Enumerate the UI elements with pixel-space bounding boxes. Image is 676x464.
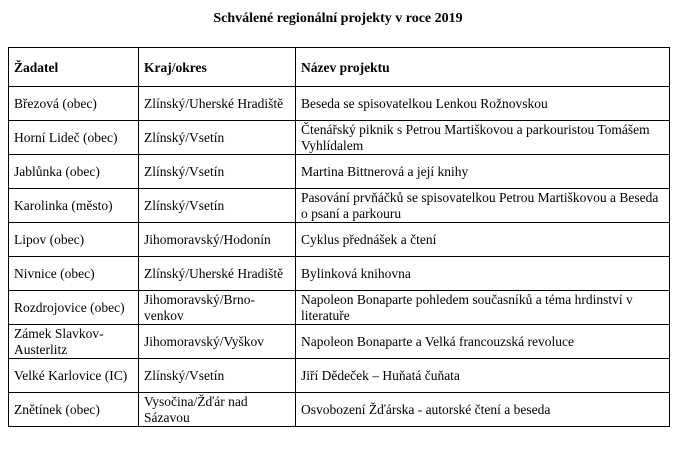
cell-project-name: Pasování prvňáčků se spisovatelkou Petrou Martiškovou a Beseda o psaní a parkouru (296, 189, 670, 223)
table-row (9, 121, 670, 155)
cell-applicant: Březová (obec) (9, 87, 139, 121)
cell-region: Zlínský/Vsetín (139, 121, 296, 155)
table-row (9, 223, 670, 257)
cell-region: Zlínský/Vsetín (139, 189, 296, 223)
projects-table (8, 47, 670, 427)
cell-region: Jihomoravský/Hodonín (139, 223, 296, 257)
cell-region: Zlínský/Vsetín (139, 155, 296, 189)
cell-applicant: Karolinka (město) (9, 189, 139, 223)
table-row (9, 155, 670, 189)
cell-project-name: Jiří Dědeček – Huňatá čuňata (296, 359, 670, 393)
table-row (9, 393, 670, 427)
cell-applicant: Nivnice (obec) (9, 257, 139, 291)
table-row (9, 291, 670, 325)
cell-applicant: Jablůnka (obec) (9, 155, 139, 189)
column-header-project-name: Název projektu (296, 48, 670, 87)
column-header-region: Kraj/okres (139, 48, 296, 87)
cell-applicant: Lipov (obec) (9, 223, 139, 257)
cell-applicant: Velké Karlovice (IC) (9, 359, 139, 393)
cell-project-name: Čtenářský piknik s Petrou Martiškovou a parkouristou Tomášem Vyhlídalem (296, 121, 670, 155)
cell-project-name: Martina Bittnerová a její knihy (296, 155, 670, 189)
document-title: Schválené regionální projekty v roce 2019 (213, 11, 463, 26)
cell-region: Jihomoravský/Brno-venkov (139, 291, 296, 325)
cell-applicant: Horní Lideč (obec) (9, 121, 139, 155)
cell-project-name: Beseda se spisovatelkou Lenkou Rožnovskou (296, 87, 670, 121)
table-row (9, 359, 670, 393)
cell-applicant: Rozdrojovice (obec) (9, 291, 139, 325)
cell-project-name: Cyklus přednášek a čtení (296, 223, 670, 257)
cell-region: Vysočina/Žďár nad Sázavou (139, 393, 296, 427)
cell-region: Zlínský/Uherské Hradiště (139, 257, 296, 291)
table-row (9, 325, 670, 359)
cell-region: Jihomoravský/Vyškov (139, 325, 296, 359)
cell-applicant: Znětínek (obec) (9, 393, 139, 427)
cell-project-name: Napoleon Bonaparte a Velká francouzská revoluce (296, 325, 670, 359)
table-header-row (9, 48, 670, 87)
cell-project-name: Napoleon Bonaparte pohledem současníků a téma hrdinství v literatuře (296, 291, 670, 325)
cell-project-name: Osvobození Žďárska - autorské čtení a beseda (296, 393, 670, 427)
table-row (9, 87, 670, 121)
table-row (9, 189, 670, 223)
cell-project-name: Bylinková knihovna (296, 257, 670, 291)
table-row (9, 257, 670, 291)
column-header-applicant: Žadatel (9, 48, 139, 87)
cell-applicant: Zámek Slavkov-Austerlitz (9, 325, 139, 359)
cell-region: Zlínský/Vsetín (139, 359, 296, 393)
cell-region: Zlínský/Uherské Hradiště (139, 87, 296, 121)
